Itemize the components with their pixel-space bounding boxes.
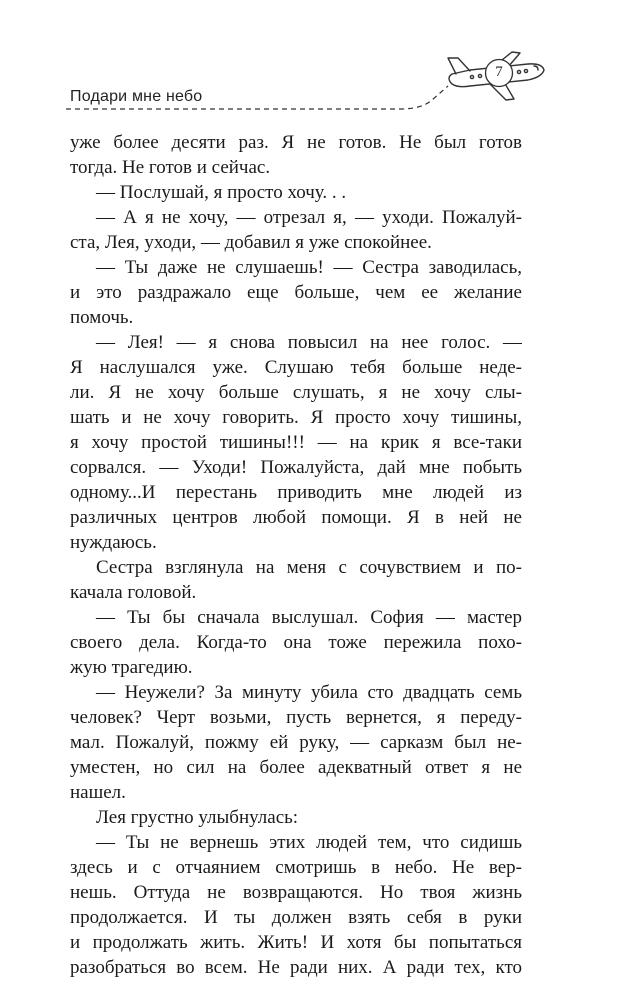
- text-line: — Неужели? За минуту убила сто двадцать семь: [96, 682, 522, 703]
- text-line: мал. Пожалуй, пожму ей руку, — сарказм был не-: [70, 732, 522, 753]
- text-line: — А я не хочу, — отрезал я, — уходи. Пожалуй-: [96, 207, 522, 228]
- text-line: Сестра взглянула на меня с сочувствием и по-: [96, 557, 522, 578]
- page-number: 7: [495, 64, 503, 80]
- text-line: — Ты бы сначала выслушал. София — мастер: [96, 607, 522, 628]
- body-text: [70, 130, 522, 980]
- text-line: здесь и с отчаянием смотришь в небо. Не вер-: [70, 857, 522, 878]
- text-line: разобраться во всем. Не ради них. А ради тех, кто: [70, 957, 522, 978]
- text-line: своего дела. Когда-то она тоже пережила похо-: [70, 632, 522, 653]
- text-line: и продолжать жить. Жить! И хотя бы попытаться: [70, 932, 522, 953]
- text-line: я хочу простой тишины!!! — на крик я все-таки: [70, 432, 522, 453]
- text-line: и это раздражало еще больше, чем ее желание: [70, 282, 522, 303]
- text-line: нашел.: [70, 782, 126, 803]
- text-line: ста, Лея, уходи, — добавил я уже спокойнее.: [70, 232, 432, 253]
- text-line: ли. Я не хочу больше слушать, я не хочу слы-: [70, 382, 522, 403]
- text-line: помочь.: [70, 307, 134, 328]
- text-line: тогда. Не готов и сейчас.: [70, 157, 271, 178]
- text-line: нешь. Оттуда не возвращаются. Но твоя жизнь: [70, 882, 522, 903]
- text-line: различных центров любой помощи. Я в ней не: [70, 507, 522, 528]
- text-line: сорвался. — Уходи! Пожалуйста, дай мне побыть: [70, 457, 522, 478]
- text-line: — Ты не вернешь этих людей тем, что сидишь: [96, 832, 522, 853]
- text-line: продолжается. И ты должен взять себя в руки: [70, 907, 522, 928]
- running-title: Подари мне небо: [70, 88, 203, 105]
- text-line: шать и не хочу говорить. Я просто хочу тишины,: [70, 407, 522, 428]
- text-line: Лея грустно улыбнулась:: [96, 807, 299, 828]
- text-line: Я наслушался уже. Слушаю тебя больше неде-: [70, 357, 522, 378]
- text-line: — Лея! — я снова повысил на нее голос. —: [96, 332, 522, 353]
- text-line: жую трагедию.: [70, 657, 193, 678]
- text-line: нуждаюсь.: [70, 532, 157, 553]
- text-line: уже более десяти раз. Я не готов. Не был готов: [70, 132, 522, 153]
- text-line: качала головой.: [70, 582, 197, 603]
- text-line: человек? Черт возьми, пусть вернется, я переду-: [70, 707, 522, 728]
- text-line: одному...И перестань приводить мне людей из: [70, 482, 522, 503]
- text-line: — Ты даже не слушаешь! — Сестра заводилась,: [96, 257, 522, 278]
- text-line: уместен, но сил на более адекватный ответ я не: [70, 757, 522, 778]
- page-header: [0, 0, 618, 120]
- text-line: — Послушай, я просто хочу. . .: [96, 182, 347, 203]
